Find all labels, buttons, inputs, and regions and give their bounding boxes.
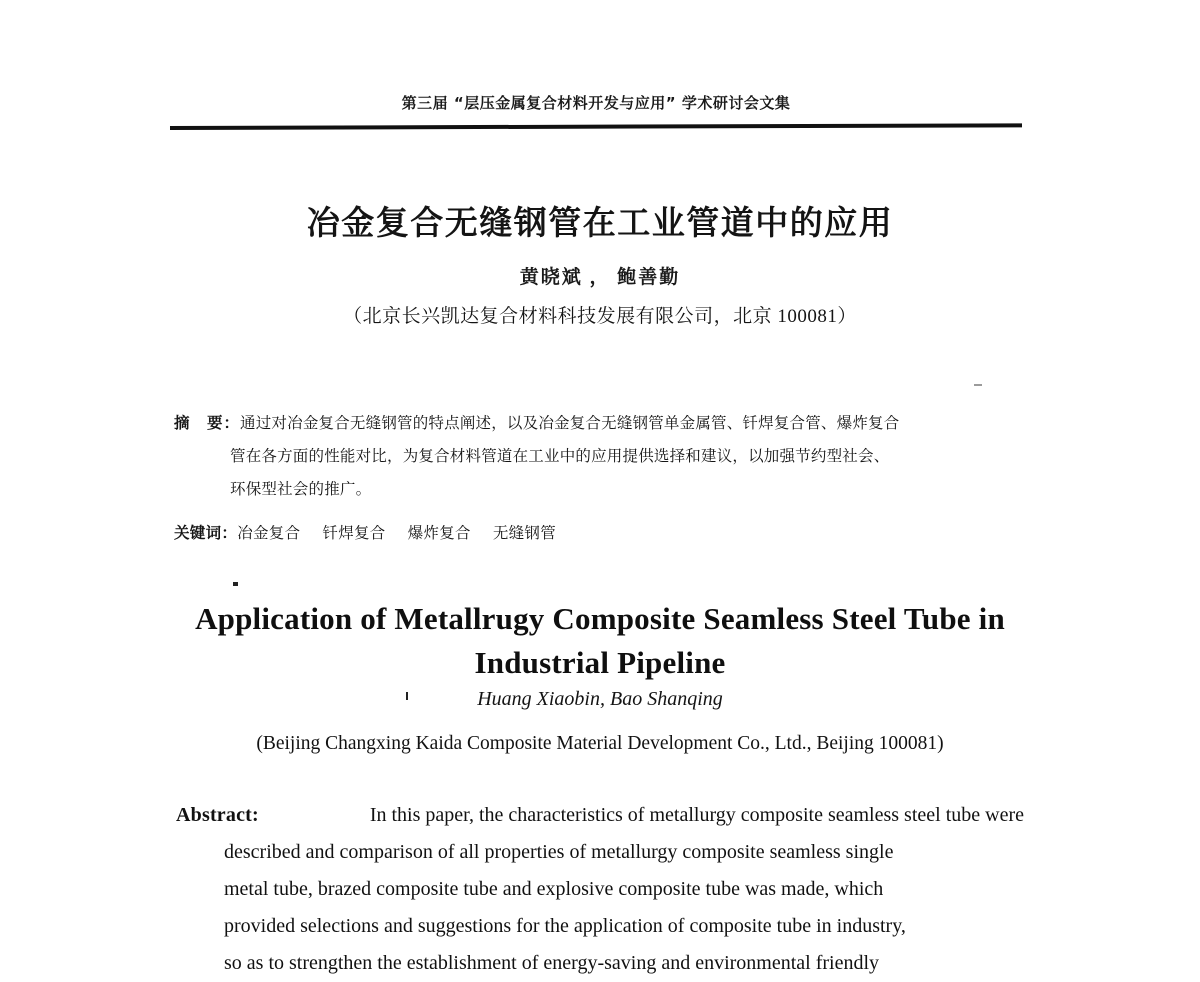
chinese-keyword-4: 无缝钢管 (492, 524, 557, 542)
english-abstract-text-2: described and comparison of all properties of metallurgy composite seamless single (224, 841, 894, 863)
english-authors: Huang Xiaobin, Bao Shanqing (477, 688, 723, 710)
english-abstract-text-5: so as to strengthen the establishment of energy-saving and environmental friendly (224, 952, 880, 974)
chinese-abstract-line-3: 环保型社会的推广。 (230, 480, 372, 498)
scan-speck-icon (233, 582, 238, 586)
english-title-line-2: Industrial Pipeline (474, 645, 726, 680)
chinese-abstract-line-1 (174, 407, 1026, 440)
english-abstract-label: Abstract: (176, 804, 259, 826)
english-abstract-line-4 (176, 908, 1024, 945)
scan-speck-icon (974, 384, 982, 386)
english-title (140, 597, 1060, 685)
chinese-abstract (174, 407, 1026, 506)
chinese-keyword-2: 钎焊复合 (322, 524, 386, 542)
english-abstract-text-3: metal tube, brazed composite tube and explosive composite tube was made, which (224, 878, 884, 900)
english-affiliation: (Beijing Changxing Kaida Composite Material Development Co., Ltd., Beijing 100081) (256, 733, 944, 754)
english-abstract-line-3 (176, 871, 1024, 908)
header-rule-divider (170, 123, 1022, 130)
chinese-title: 冶金复合无缝钢管在工业管道中的应用 (306, 203, 894, 242)
chinese-keyword-1: 冶金复合 (237, 524, 301, 542)
chinese-keyword-3: 爆炸复合 (407, 524, 471, 542)
chinese-abstract-label: 摘 要： (174, 414, 241, 432)
english-title-line-1: Application of Metallrugy Composite Seamless Steel Tube in (195, 601, 1005, 636)
scan-speck-icon (406, 692, 408, 700)
english-abstract-line-1 (176, 797, 1024, 834)
chinese-authors: 黄晓斌 ， 鲍善勤 (519, 267, 681, 288)
chinese-abstract-line-2: 管在各方面的性能对比，为复合材料管道在工业中的应用提供选择和建议，以加强节约型社会、 (230, 447, 890, 465)
chinese-abstract-text-1: 通过对冶金复合无缝钢管的特点阐述，以及冶金复合无缝钢管单金属管、钎焊复合管、爆炸复合 (240, 414, 900, 432)
english-abstract-text-1: In this paper, the characteristics of metallurgy composite seamless steel tube were (369, 804, 1024, 826)
english-abstract-text-4: provided selections and suggestions for the application of composite tube in industry, (224, 915, 906, 937)
chinese-keywords-label: 关键词： (174, 524, 238, 542)
english-abstract-line-2 (176, 834, 1024, 871)
running-header: 第三届 “层压金属复合材料开发与应用” 学术研讨会文集 (401, 94, 791, 112)
chinese-affiliation: （北京长兴凯达复合材料科技发展有限公司，北京 100081） (343, 306, 857, 327)
english-abstract (176, 797, 1024, 982)
english-abstract-line-5 (176, 945, 1024, 982)
chinese-keywords (174, 519, 1026, 547)
